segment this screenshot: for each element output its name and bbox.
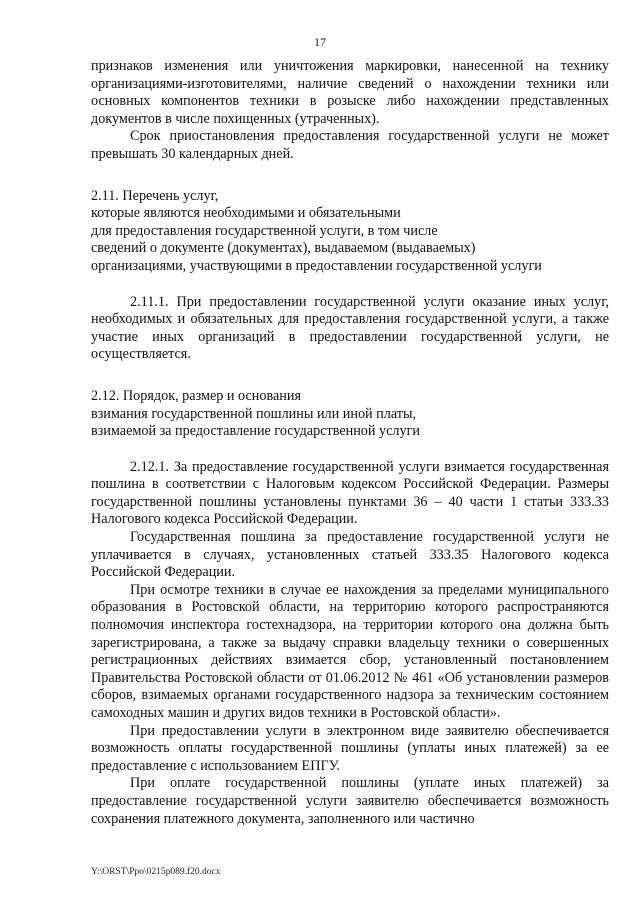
heading-line: которые являются необходимыми и обязательными [91,205,401,222]
heading-line: взимаемой за предоставление государственной услуги [91,423,421,440]
page-content [91,58,609,828]
footer-file-path: Y:\ORST\Ppo\0215p089.f20.docx [91,867,221,877]
heading-line: 2.12. Порядок, размер и основания [91,387,301,404]
paragraph-payment-document: При оплате государственной пошлины (уплате иных платежей) за предоставление государственной услуги заявителю обеспечивается возможность сохранения платежного документа, заполненного или частично [91,775,609,827]
paragraph-fee-exemption: Государственная пошлина за предоставление государственной услуги не уплачивается в случаях, установленных статьей 333.35 Налогового кодекса Российской Федерации. [91,529,609,581]
paragraph-inspection-fee: При осмотре техники в случае ее нахождения за пределами муниципального образования в Ростовской области, на территорию которого распространяются полномочия инспектора гостехнадзора, на территории которого она должна быть зарегистрирована, а также за выдачу справки владельцу техники о совершенных регистрационных действиях взимается сбор, установленный постановлением Правительства Ростовской области от 01.06.2012 № 461 «Об установлении размеров сборов, взимаемых органами государственного надзора за техническим состоянием самоходных машин и других видов техники в Ростовской области». [91,581,609,721]
section-heading-2-12 [91,388,609,441]
paragraph-suspension-term: Срок приостановления предоставления государственной услуги не может превышать 30 календарных дней. [91,128,609,162]
heading-line: сведений о документе (документах), выдаваемом (выдаваемых) [91,240,476,257]
heading-line: организациями, участвующими в предоставлении государственной услуги [91,257,542,274]
paragraph-continued: признаков изменения или уничтожения маркировки, нанесенной на технику организациями-изготовителями, наличие сведений о нахождении техники или основных компонентов техники в розыске либо нахождении представленных документов в числе похищенных (утраченных). [91,58,609,127]
heading-line: взимания государственной пошлины или иной платы, [91,405,417,422]
heading-line: 2.11. Перечень услуг, [91,187,219,204]
paragraph-2-11-1: 2.11.1. При предоставлении государственной услуги оказание иных услуг, необходимых и обязательных для предоставления государственной услуги, а также участие иных организаций в предоставлении государственной услуги, не осуществляется. [91,293,609,363]
paragraph-electronic-payment: При предоставлении услуги в электронном виде заявителю обеспечивается возможность оплаты государственной пошлины (уплаты иных платежей) за ее предоставление с использованием ЕПГУ. [91,722,609,774]
page-number: 17 [314,35,326,49]
paragraph-2-12-1: 2.12.1. За предоставление государственной услуги взимается государственная пошлина в соответствии с Налоговым кодексом Российской Федерации. Размеры государственной пошлины установлены пунктами 36 – 40 части 1 статьи 333.33 Налогового кодекса Российской Федерации. [91,458,609,528]
section-heading-2-11 [91,188,609,276]
heading-line: для предоставления государственной услуги, в том числе [91,222,438,239]
